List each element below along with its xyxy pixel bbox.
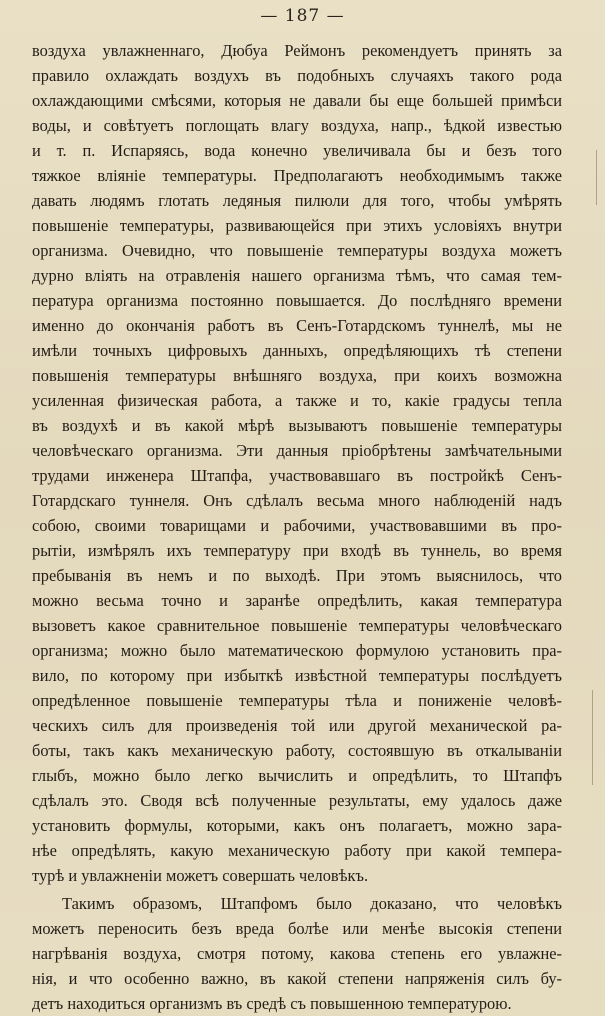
text-line: охлаждающими смѣсями, которыя не давали бы еще большей примѣси [32,91,562,110]
text-line: давать людямъ глотать ледяныя пилюли для того, чтобы умѣрять [32,191,562,210]
text-line: воздуха увлажненнаго, Дюбуа Реймонъ рекомендуетъ принять за [32,41,562,60]
text-line: тяжкое вліяніе температуры. Предполагаютъ необходимымъ также [32,166,562,185]
text-line: нагрѣванія воздуха, смотря потому, какова степень его увлажне- [32,944,562,963]
text-line: глыбъ, можно было легко вычислить и опредѣлить, то Штапфъ [32,766,562,785]
text-line: человѣческаго организма. Эти данныя пріобрѣтены замѣчательными [32,441,562,460]
text-line: именно до окончанія работъ въ Сенъ-Готардскомъ туннелѣ, мы не [32,316,562,335]
text-line: опредѣленное повышеніе температуры тѣла и пониженіе человѣ- [32,691,562,710]
text-line: нѣе опредѣлять, какую механическую работу при какой темпера- [32,841,562,860]
text-line: повышеніе температуры, развивающейся при этихъ условіяхъ внутри [32,216,562,235]
text-line: можетъ переносить безъ вреда болѣе или менѣе высокія степени [32,919,562,938]
text-line: организма. Очевидно, что повышеніе температуры воздуха можетъ [32,241,562,260]
text-line: сдѣлалъ это. Сводя всѣ полученные результаты, ему удалось даже [32,791,562,810]
text-line: можно весьма точно и заранѣе опредѣлить, какая температура [32,591,562,610]
text-line: Готардскаго туннеля. Онъ сдѣлалъ весьма много наблюденій надъ [32,491,562,510]
text-line: дурно вліять на отравленія нашего организма тѣмъ, что самая тем- [32,266,562,285]
text-line: Такимъ образомъ, Штапфомъ было доказано, что человѣкъ [62,894,562,913]
text-line: пребыванія въ немъ и по выходѣ. При этомъ выяснилось, что [32,566,562,585]
text-line: турѣ и увлажненіи можетъ совершать человѣкъ. [32,866,369,885]
text-line: установить формулы, которыми, какъ онъ полагаетъ, можно зара- [32,816,562,835]
text-line: воды, и совѣтуетъ поглощать влагу воздуха, напр., ѣдкой известью [32,116,562,135]
text-line: трудами инженера Штапфа, участвовавшаго въ постройкѣ Сенъ- [32,466,562,485]
page-number: — 187 — [260,6,345,26]
text-line: нія, и что особенно важно, въ какой степени напряженія силъ бу- [32,969,562,988]
paragraph-1 [32,38,562,888]
text-line: и т. п. Испаряясь, вода конечно увеличивала бы и безъ того [32,141,562,160]
text-line: пература организма постоянно повышается. До послѣдняго времени [32,291,562,310]
text-line: собою, своими товарищами и рабочими, участвовавшими въ про- [32,516,562,535]
text-line: рытіи, измѣрялъ ихъ температуру при входѣ въ туннель, во время [32,541,562,560]
text-line: имѣли точныхъ цифровыхъ данныхъ, опредѣляющихъ тѣ степени [32,341,562,360]
text-line: повышенія температуры внѣшняго воздуха, при коихъ возможна [32,366,562,385]
text-line: боты, такъ какъ механическую работу, состоявшую въ откалываніи [32,741,562,760]
body-text [32,38,562,1016]
text-line: вило, по которому при избыткѣ извѣстной температуры послѣдуетъ [32,666,562,685]
paragraph-2 [32,891,562,1016]
text-line: детъ находиться организмъ въ средѣ съ повышенною температурою. [32,994,512,1013]
text-line: усиленная физическая работа, а также и то, какіе градусы тепла [32,391,562,410]
text-line: вызоветъ какое сравнительное повышеніе температуры человѣческаго [32,616,562,635]
margin-pencil-mark [596,150,597,205]
margin-pencil-mark [592,690,593,785]
text-line: ческихъ силъ для произведенія той или другой механической ра- [32,716,562,735]
text-line: организма; можно было математическою формулою установить пра- [32,641,562,660]
text-line: правило охлаждать воздухъ въ подобныхъ случаяхъ такого рода [32,66,562,85]
text-line: въ воздухѣ и въ какой мѣрѣ вызываютъ повышеніе температуры [32,416,562,435]
